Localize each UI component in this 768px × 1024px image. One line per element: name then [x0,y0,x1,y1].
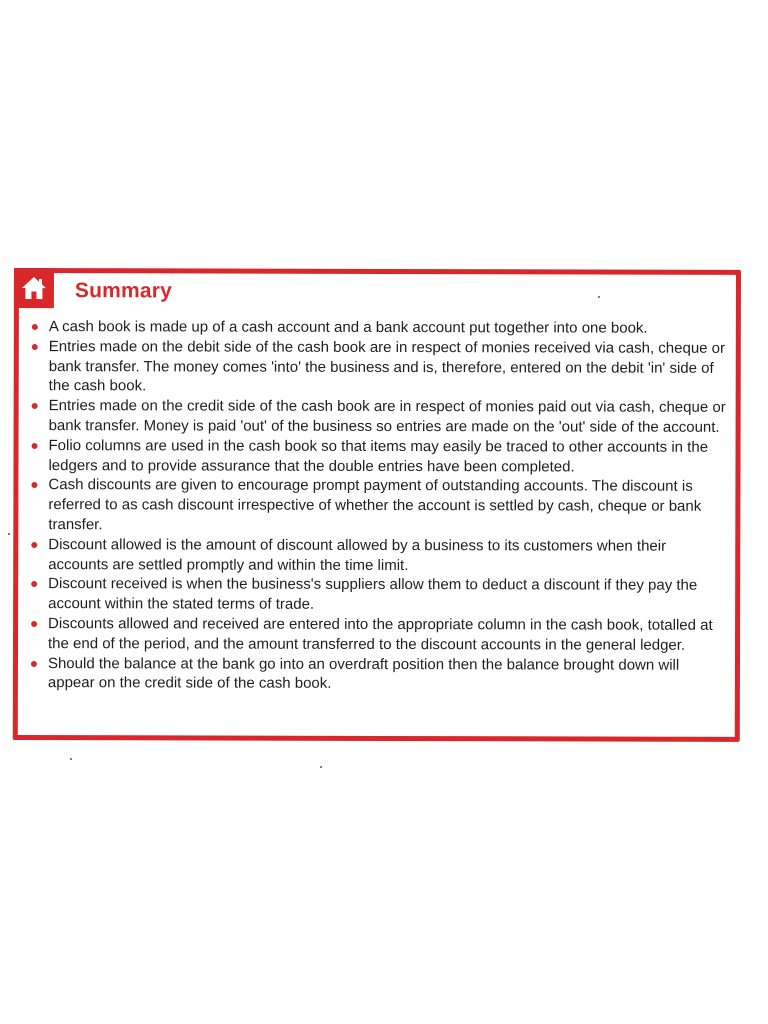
summary-item [26,535,728,576]
speck-mark [320,766,322,768]
summary-item [27,396,729,437]
summary-item-text: Entries made on the debit side of the cash book are in respect of monies received via cash, cheque or bank transfer. The money comes 'into' the business and is, therefore, entered on the debit 'in' side of the cash book. [48,337,726,395]
summary-list [26,317,729,695]
speck-mark [70,758,72,760]
bullet-icon [32,324,38,330]
home-icon [21,275,47,301]
summary-item [26,475,728,536]
bullet-icon [32,443,38,449]
summary-box [13,268,741,742]
bullet-icon [31,581,37,587]
summary-item-text: Discount received is when the business's suppliers allow them to deduct a discount if they pay the account within the stated terms of trade. [48,575,698,613]
summary-item-text: Should the balance at the bank go into an overdraft position then the balance brought down will appear on the credit side of the cash book. [47,654,680,693]
summary-title: Summary [74,279,173,303]
summary-item [26,614,728,655]
summary-item-text: Discounts allowed and received are entered into the appropriate column in the cash book, totalled at the end of the period, and the amount transferred to the discount accounts in the general ledger. [47,615,713,654]
bullet-icon [31,661,37,667]
summary-item-text: Discount allowed is the amount of discount allowed by a business to its customers when their accounts are settled promptly and within the time limit. [48,535,667,574]
speck-mark [8,533,10,535]
summary-item-text: A cash book is made up of a cash account and a bank account put together into one book. [48,318,648,337]
bullet-icon [32,344,38,350]
summary-item [26,654,728,695]
home-badge [14,268,54,308]
summary-item-text: Folio columns are used in the cash book so that items may easily be traced to other accounts in the ledgers and to provide assurance that the double entries have been completed. [48,436,709,476]
bullet-icon [31,621,37,627]
summary-item [27,337,729,398]
summary-item [27,317,729,339]
summary-item-text: Entries made on the credit side of the cash book are in respect of monies paid out via cash, cheque or bank transfer. Money is paid 'out' of the business so entries are made on the 'out' side of the account. [48,397,726,436]
bullet-icon [31,542,37,548]
bullet-icon [32,403,38,409]
speck-mark [598,296,600,298]
bullet-icon [31,482,37,488]
summary-item-text: Cash discounts are given to encourage prompt payment of outstanding accounts. The discount is referred to as cash discount irrespective of whether the account is settled by cash, cheque or bank transfer. [48,476,702,534]
summary-item [26,574,728,615]
summary-item [26,436,728,477]
